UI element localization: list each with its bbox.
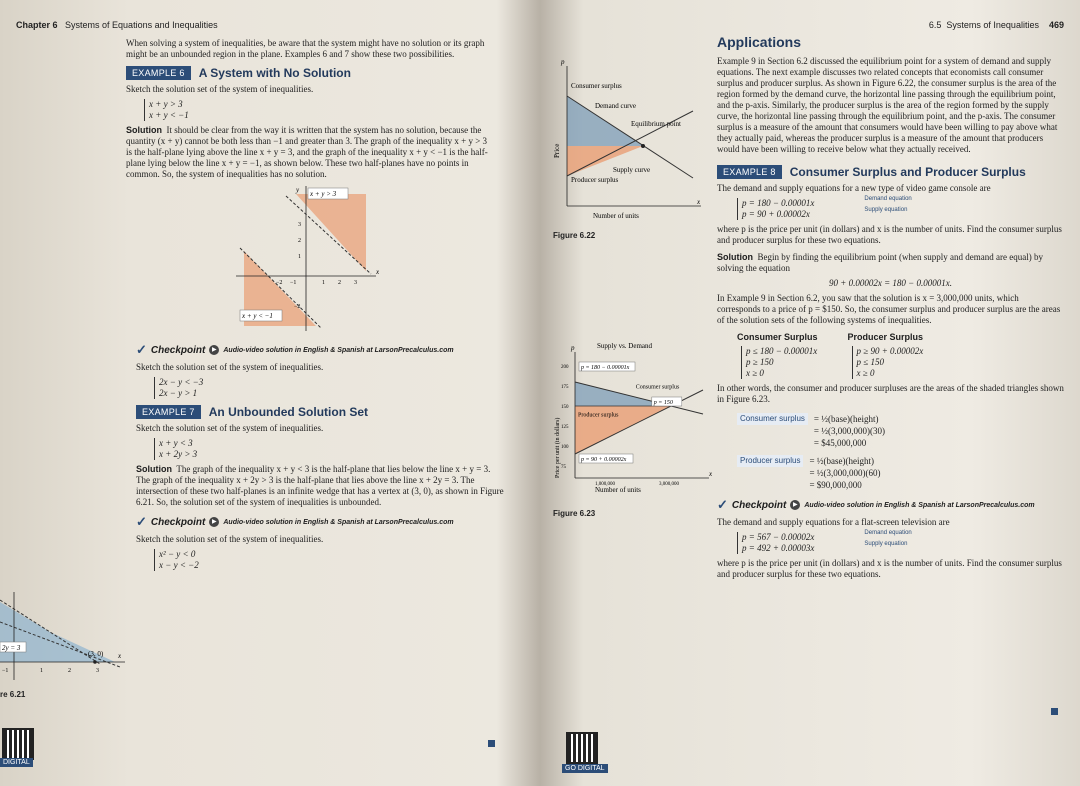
example7-graph [0,592,130,682]
solution-text: Begin by finding the equilibrium point (when supply and demand are equal) by solving the equation [717,252,1043,273]
example8-notes [864,194,911,224]
system-line: p = 90 + 0.00002x [742,209,810,219]
ps-system-lines [852,346,924,379]
example8-title: Consumer Surplus and Producer Surplus [789,165,1026,179]
producer-surplus-calc [737,455,1064,491]
system-line: x ≥ 0 [746,368,764,378]
system-line: x + y < −1 [149,110,189,120]
figure-623-caption: Figure 6.23 [553,509,596,518]
end-of-example-icon [488,740,495,747]
system-line: x + 2y > 3 [159,449,198,459]
consumer-surplus-system [737,332,818,383]
cs-system-lines [741,346,818,379]
note: Demand equation [864,530,912,536]
checkpoint3-prompt: The demand and supply equations for a flat-screen television are [717,517,950,527]
y-axis-title: Price per unit (in dollars) [555,417,561,478]
checkmark-icon: ✓ [717,497,728,512]
consumer-surplus-label: Consumer surplus [635,384,680,391]
checkpoint-link[interactable]: Audio-video solution in English & Spanish at LarsonPrecalculus.com [223,518,454,526]
producer-surplus-system [848,332,924,383]
p-var-label: p [571,344,575,352]
example6-badge: EXAMPLE 6 [126,66,191,80]
system-line: x − y < −2 [159,560,199,570]
calc-line: = ½(base)(height) [813,414,879,424]
checkpoint1-prompt: Sketch the solution set of the system of inequalities. [136,362,324,372]
p-var-label: p [561,58,565,66]
equilibrium-equation: 90 + 0.00002x = 180 − 0.00001x. [829,278,952,288]
example6-system [144,99,491,121]
system-line: p = 567 − 0.00002x [742,532,815,542]
solution-label: Solution [126,125,162,135]
figure-622-caption: Figure 6.22 [553,231,596,240]
y-tick-label: 200 [561,365,569,370]
example7-system [154,438,506,460]
system-line: x + y > 3 [149,99,183,109]
x-tick: 3 [96,668,99,674]
qr-code-icon[interactable] [566,732,598,764]
example7-prompt: Sketch the solution set of the system of inequalities. [136,423,324,433]
system-line: p ≤ 150 [856,357,884,367]
section-title: Systems of Inequalities [946,20,1039,30]
supply-eq-label: p = 90 + 0.00002x [581,457,627,463]
checkmark-icon: ✓ [136,514,147,529]
x-tick: 2 [68,668,71,674]
calc-line: = ½(base)(height) [809,456,875,466]
play-icon[interactable]: ▶ [209,345,219,355]
left-header [16,20,500,30]
surplus-systems [737,332,1064,383]
example6-solution [126,125,491,180]
calc-line: = $45,000,000 [813,438,867,448]
line-label: 2y = 3 [2,644,21,652]
x-tick: 2 [338,280,341,286]
x-tick: −1 [2,668,9,674]
example8-system [737,198,814,220]
calc-line: = ½(3,000,000)(30) [813,426,885,436]
example8-prompt: The demand and supply equations for a new type of video game console are [717,183,991,193]
go-digital-label: GO DIGITAL [562,764,608,773]
applications-heading: Applications [717,34,802,50]
consumer-surplus-label: Consumer surplus [571,82,622,90]
checkpoint3-system-row [737,528,1064,558]
example7-title: An Unbounded Solution Set [208,405,369,419]
ps-calc-label: Producer surplus [737,455,803,467]
example6-heading [126,66,500,80]
cs-heading: Consumer Surplus [737,332,818,342]
chart-title: Supply vs. Demand [597,342,653,350]
x-axis-title: Number of units [593,212,639,220]
applications-text: Example 9 in Section 6.2 discussed the equilibrium point for a system of demand and supply equations. The next example discusses two related concepts that economists call consumer surplus and producer surplus. As shown in Figure 6.22, the consumer surplus is the area of the region formed by the demand curve, the horizontal line passing through the equilibrium point, and the p-axis. Similarly, the producer surplus is the area of the region formed by the supply curve, the horizontal line passing through the equilibrium point, and the p-axis. The consumer surplus is a measure of the amount that consumers would have been willing to pay above what they actually paid, whereas the producer surplus is a measure of the amount that producers would have been willing to receive below what they actually received. [717,56,1058,154]
checkpoint-2 [136,514,506,530]
producer-surplus-label: Producer surplus [571,176,619,184]
section-number: 6.5 [928,20,942,30]
example7-heading [136,405,506,419]
upper-label: x + y > 3 [310,190,337,198]
system-line: p = 492 + 0.00003x [742,543,815,553]
solution-label: Solution [136,464,172,474]
example8-heading [717,165,1064,179]
calc-line: = $90,000,000 [809,480,862,490]
figure-621-caption: re 6.21 [0,690,26,699]
example8-para3: In other words, the consumer and producer surpluses are the areas of the shaded triangles shown in Figure 6.23. [717,383,1064,404]
supply-curve-label: Supply curve [613,166,651,174]
equilibrium-label: Equilibrium point [631,120,681,128]
x-axis-label: x [376,268,380,276]
checkpoint-link[interactable]: Audio-video solution in English & Spanish at LarsonPrecalculus.com [804,501,1035,509]
checkpoint-1 [136,342,506,358]
y-tick: 3 [298,222,301,228]
solution-text: It should be clear from the way it is written that the system has no solution, because the quantity (x + y) cannot be both less than −1 and greater than 3. The graph of the inequality x + y > 3 is the half-plane lying above the line x + y = 3, and the graph of the inequality x + y < −1 is the half-plane lying below the line x + y = −1, as shown below. These two half-planes have no points in common. So, the system of inequalities has no solution. [126,125,488,179]
x-tick: −2 [276,280,283,286]
checkpoint-3 [717,497,1064,513]
x-tick: −1 [290,280,297,286]
upper-half-plane [296,194,366,271]
checkpoint-label: Checkpoint [150,344,206,356]
checkpoint1-system [154,377,506,399]
y-tick-label: 150 [561,405,569,410]
system-line: 2x − y > 1 [159,388,198,398]
system-line: x + y < 3 [159,438,193,448]
consumer-surplus-calc [737,413,1064,449]
vertex-label: (3, 0) [88,650,104,658]
calc-line: = ½(3,000,000)(60) [809,468,881,478]
example8-para2: In Example 9 in Section 6.2, you saw that the solution is x = 3,000,000 units, which corresponds to a price of p = $150. So, the consumer surplus and producer surplus are the areas of the solution sets of the following systems of inequalities. [717,293,1061,325]
solution-text: The graph of the inequality x + y < 3 is the half-plane that lies below the line x + y = 3. The graph of the inequality x + 2y > 3 is the half-plane that lies above the line x + 2y = 3. The intersection of these two half-planes is an infinite wedge that has a vertex at (3, 0), as shown in Figure 6.21. So, the solution set of the system of inequalities is unbounded. [136,464,504,507]
checkpoint-label: Checkpoint [731,499,787,511]
producer-surplus-label: Producer surplus [578,412,619,419]
checkpoint-link[interactable]: Audio-video solution in English & Spanish at LarsonPrecalculus.com [223,346,454,354]
y-axis-title: Price [553,143,561,158]
system-line: x² − y < 0 [159,549,196,559]
y-tick: 2 [298,238,301,244]
x-var-label: x [697,198,701,206]
x-tick: 1 [322,280,325,286]
checkpoint3-notes [864,528,911,558]
qr-code-icon[interactable] [2,728,34,760]
y-tick-label: 75 [561,465,566,470]
example8-solution [717,252,1064,274]
checkmark-icon: ✓ [136,342,147,357]
x-tick-label: 1,000,000 [595,482,615,487]
solution-label: Solution [717,252,753,262]
intro-text: When solving a system of inequalities, be aware that the system might have no solution or its graph might be an unbounded region in the plane. Examples 6 and 7 show these two possibilities. [126,38,485,59]
y-tick: −2 [294,304,301,310]
y-tick: 1 [298,254,301,260]
checkpoint3-system [737,532,814,554]
y-tick-label: 175 [561,385,569,390]
lower-label: x + y < −1 [242,312,273,320]
eq-line-label: p = 150 [653,400,673,406]
system-line: p ≥ 150 [746,357,774,367]
example6-graph [236,186,406,336]
chapter-title: Systems of Equations and Inequalities [65,20,218,30]
checkpoint2-prompt: Sketch the solution set of the system of inequalities. [136,534,324,544]
demand-curve-label: Demand curve [595,102,637,110]
x-tick: 3 [354,280,357,286]
right-page [545,0,1080,786]
y-axis-label: y [296,186,300,194]
cs-calc-label: Consumer surplus [737,413,808,425]
y-tick-label: 125 [561,425,569,430]
chapter-label: Chapter 6 [16,20,58,30]
example7-solution [136,464,506,508]
checkpoint-label: Checkpoint [150,516,206,528]
note: Supply equation [864,207,908,213]
system-line: x ≥ 0 [856,368,875,378]
page-number: 469 [1048,20,1064,30]
checkpoint3-where: where p is the price per unit (in dollars) and x is the number of units. Find the consumer surplus and producer surplus for these two equations. [717,558,1062,579]
system-line: p ≤ 180 − 0.00001x [746,346,818,356]
digital-label: DIGITAL [0,758,33,767]
example8-system-row [737,194,1064,224]
end-of-example-icon [1051,708,1058,715]
x-axis-label: x [118,652,122,660]
note: Supply equation [864,541,908,547]
system-line: p = 180 − 0.00001x [742,198,815,208]
demand-eq-label: p = 180 − 0.00001x [581,365,630,371]
x-axis-title: Number of units [595,486,641,494]
vertex-point [93,660,97,664]
example8-where: where p is the price per unit (in dollars) and x is the number of units. Find the consumer surplus and producer surplus for these two equations. [717,224,1062,245]
example7-badge: EXAMPLE 7 [136,405,201,419]
x-var-label: x [709,470,713,478]
play-icon[interactable]: ▶ [209,517,219,527]
right-header [717,20,1064,30]
note: Demand equation [864,196,912,202]
system-line: p ≥ 90 + 0.00002x [856,346,924,356]
example8-badge: EXAMPLE 8 [717,165,782,179]
left-page [0,0,530,786]
y-tick-label: 100 [561,445,569,450]
x-tick: 1 [40,668,43,674]
system-line: 2x − y < −3 [159,377,204,387]
checkpoint2-system [154,549,506,571]
ps-heading: Producer Surplus [847,332,924,342]
example6-prompt: Sketch the solution set of the system of inequalities. [126,84,314,94]
example6-title: A System with No Solution [198,66,351,80]
x-tick-label: 3,000,000 [659,482,679,487]
play-icon[interactable]: ▶ [790,500,800,510]
